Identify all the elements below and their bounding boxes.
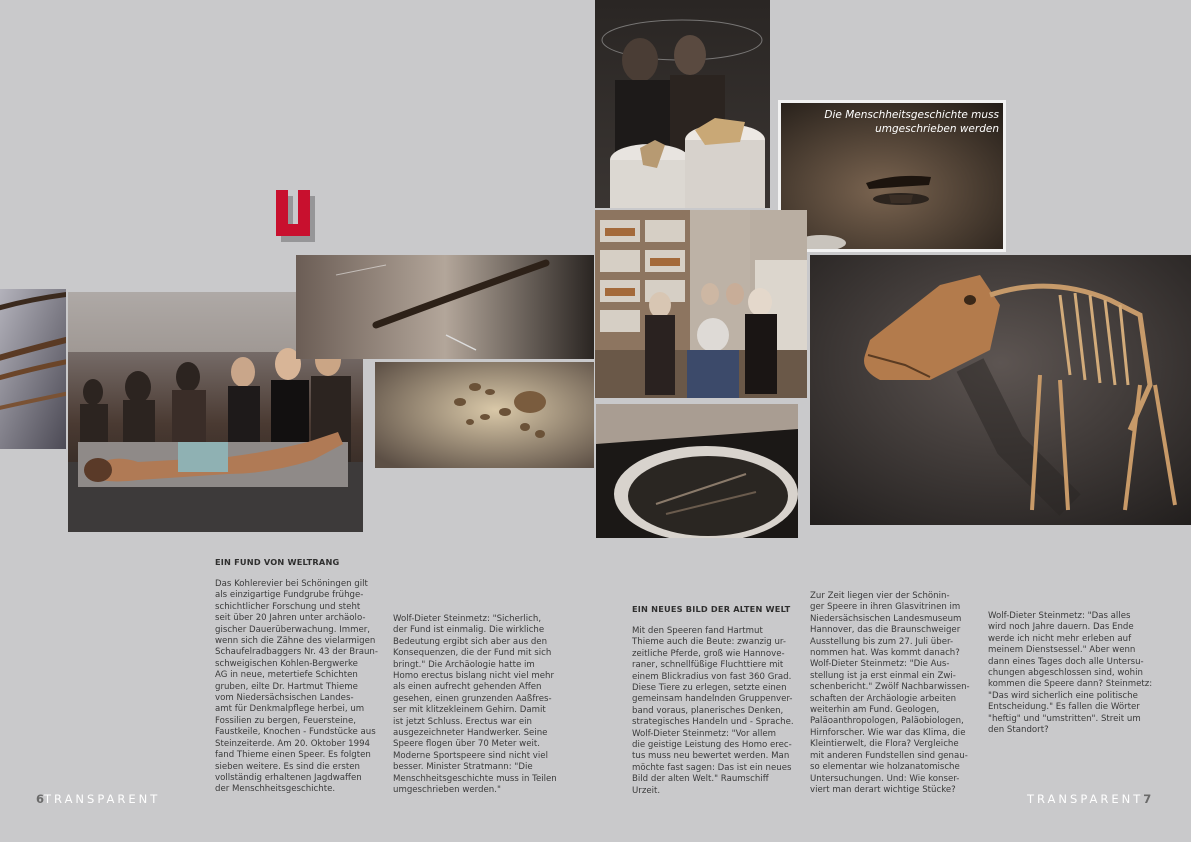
article-bild-col1: Mit den Speeren fand Hartmut Thieme auch die Beute: zwanzig ur- zeitliche Pferde, groß wie Hannove- raner, schnellfüßige Fluchttiere mit einem Blickradius von fast 360 Grad. Diese Tiere zu erlegen, setzte einen gemeinsam handelnden Gruppenver- band voraus, planerisches Denken, strategisches Handeln und - Sprache. Wolf-Dieter Steinmetz: "Vor allem die geistige Leistung des Homo erec- tus muss neu bewertet werden. Man möchte fast sagen: Das ist ein neues Bild der alten Welt." Raumschiff Urzeit. (632, 626, 794, 796)
magazine-name-left: TRANSPARENT (44, 792, 161, 806)
photo-horse-skeleton (810, 255, 1191, 525)
magazine-name-right: TRANSPARENT (1027, 792, 1144, 806)
page-number-left: 6 (36, 792, 45, 806)
page-number-right: 7 (1143, 792, 1152, 806)
article-bild-col3: Wolf-Dieter Steinmetz: "Das alles wird noch Jahre dauern. Das Ende werde ich nicht mehr erleben auf meinem Dienstsessel." Aber wenn dann eines Tages doch alle Untersu- chungen abgeschlossen sind, wohin kommen die Speere dann? Steinmetz: "Das wird sicherlich eine politische Entscheidung." Es fallen die Wörter "heftig" und "umstritten". Streit um den Standort? (988, 611, 1153, 736)
article-bild-col2: Zur Zeit liegen vier der Schönin- ger Speere in ihren Glasvitrinen im Niedersächsischen Landesmuseum Hannover, das die Braunschweiger Ausstellung bis zum 27. Juli über- nommen hat. Was kommt danach? Wolf-Dieter Steinmetz: "Die Aus- stellung ist ja erst einmal ein Zwi- schenbericht." Zwölf Nachbarwissen- schaften der Archäologie arbeiten weiterhin am Fund. Geologen, Paläoanthropologen, Paläobiologen, Hirnforscher. Wie war das Klima, die Kleintierwelt, die Flora? Vergleiche mit anderen Fundstellen sind genau- so elementar wie holzanatomische Untersuchungen. Und: Wie konser- viert man derart wichtige Stücke? (810, 591, 970, 795)
photo-caption: Die Menschheitsgeschichte muss umgeschrieben werden (824, 109, 999, 135)
photo-excavation-display (596, 404, 798, 538)
heading-neues-bild: EIN NEUES BILD DER ALTEN WELT (632, 604, 791, 614)
article-fund-col1: Das Kohlerevier bei Schöningen gilt als einzigartige Fundgrube frühge- schichtlicher Forschung und steht seit über 20 Jahren unter archäolo- gischer Dauerüberwachung. Immer, wenn sich die Zähne des vielarmigen Schaufelradbaggers Nr. 43 der Braun- schweigischen Kohlen-Bergwerke AG in neue, metertiefe Schichten gruben, eilte Dr. Hartmut Thieme vom Niedersächsischen Landes- amt für Denkmalpflege herbei, um Fossilien zu bergen, Feuersteine, Faustkeile, Knochen - Fundstücke aus Steinzeiterde. Am 20. Oktober 1994 fand Thieme einen Speer. Es folgten sieben weitere. Es sind die ersten vollständig erhaltenen Jagdwaffen der Menschheitsgeschichte. (215, 579, 378, 795)
heading-ein-fund: EIN FUND VON WELTRANG (215, 557, 340, 567)
folio-right (1027, 792, 1151, 806)
article-fund-col2: Wolf-Dieter Steinmetz: "Sicherlich, der Fund ist einmalig. Die wirkliche Bedeutung ergibt sich aber aus den Konsequenzen, die der Fund mit sich bringt." Die Archäologie hatte im Homo erectus bislang nicht viel mehr als einen aufrecht gehenden Affen gesehen, einen grunzenden Aaßfres- ser mit klitzekleinem Gehirn. Damit ist jetzt Schluss. Erectus war ein ausgezeichneter Handwerker. Seine Speere flogen über 70 Meter weit. Moderne Sportspeere sind nicht viel besser. Minister Stratmann: "Die Menschheitsgeschichte muss in Teilen umgeschrieben werden." (393, 614, 557, 796)
photo-museum-group (595, 210, 807, 398)
photo-stone-artifacts (375, 362, 594, 468)
photo-display-case (595, 0, 770, 208)
photo-spear-closeup (296, 255, 594, 359)
photo-spears-left (0, 289, 66, 449)
folio-left (36, 792, 160, 806)
red-u-mark (272, 188, 318, 244)
